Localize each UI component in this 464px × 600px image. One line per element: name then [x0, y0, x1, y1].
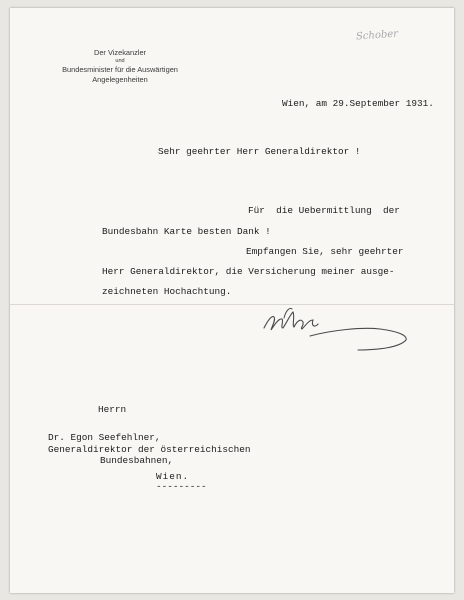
- letterhead-line-3: Bundesminister für die Auswärtigen: [62, 65, 178, 74]
- body-line-1: Für die Uebermittlung der: [248, 205, 400, 216]
- address-name: Dr. Egon Seefehlner,: [48, 432, 161, 443]
- salutation: Sehr geehrter Herr Generaldirektor !: [158, 146, 361, 157]
- address-salutation: Herrn: [98, 404, 127, 415]
- letterhead-line-4: Angelegenheiten: [92, 75, 148, 84]
- date-line: Wien, am 29.September 1931.: [282, 98, 434, 109]
- address-underline: ---------: [156, 481, 207, 492]
- letterhead: [50, 48, 190, 85]
- address-city: Wien.: [156, 471, 190, 482]
- body-line-4: Herr Generaldirektor, die Versicherung meiner ausge-: [102, 266, 395, 277]
- letterhead-line-1: Der Vizekanzler: [93, 48, 147, 57]
- signature-text: Schober: [292, 355, 299, 357]
- signature-image: [262, 304, 414, 369]
- address-organisation: Bundesbahnen,: [100, 455, 174, 466]
- body-line-3: Empfangen Sie, sehr geehrter: [246, 246, 404, 257]
- address-title: Generaldirektor der österreichischen: [48, 444, 251, 455]
- body-line-5: zeichneten Hochachtung.: [102, 286, 232, 297]
- signature-scribble: [262, 304, 414, 364]
- letter-page: [10, 8, 454, 593]
- body-line-2: Bundesbahn Karte besten Dank !: [102, 226, 271, 237]
- letterhead-line-2: und: [115, 58, 125, 64]
- pencil-note: Schober: [355, 28, 399, 43]
